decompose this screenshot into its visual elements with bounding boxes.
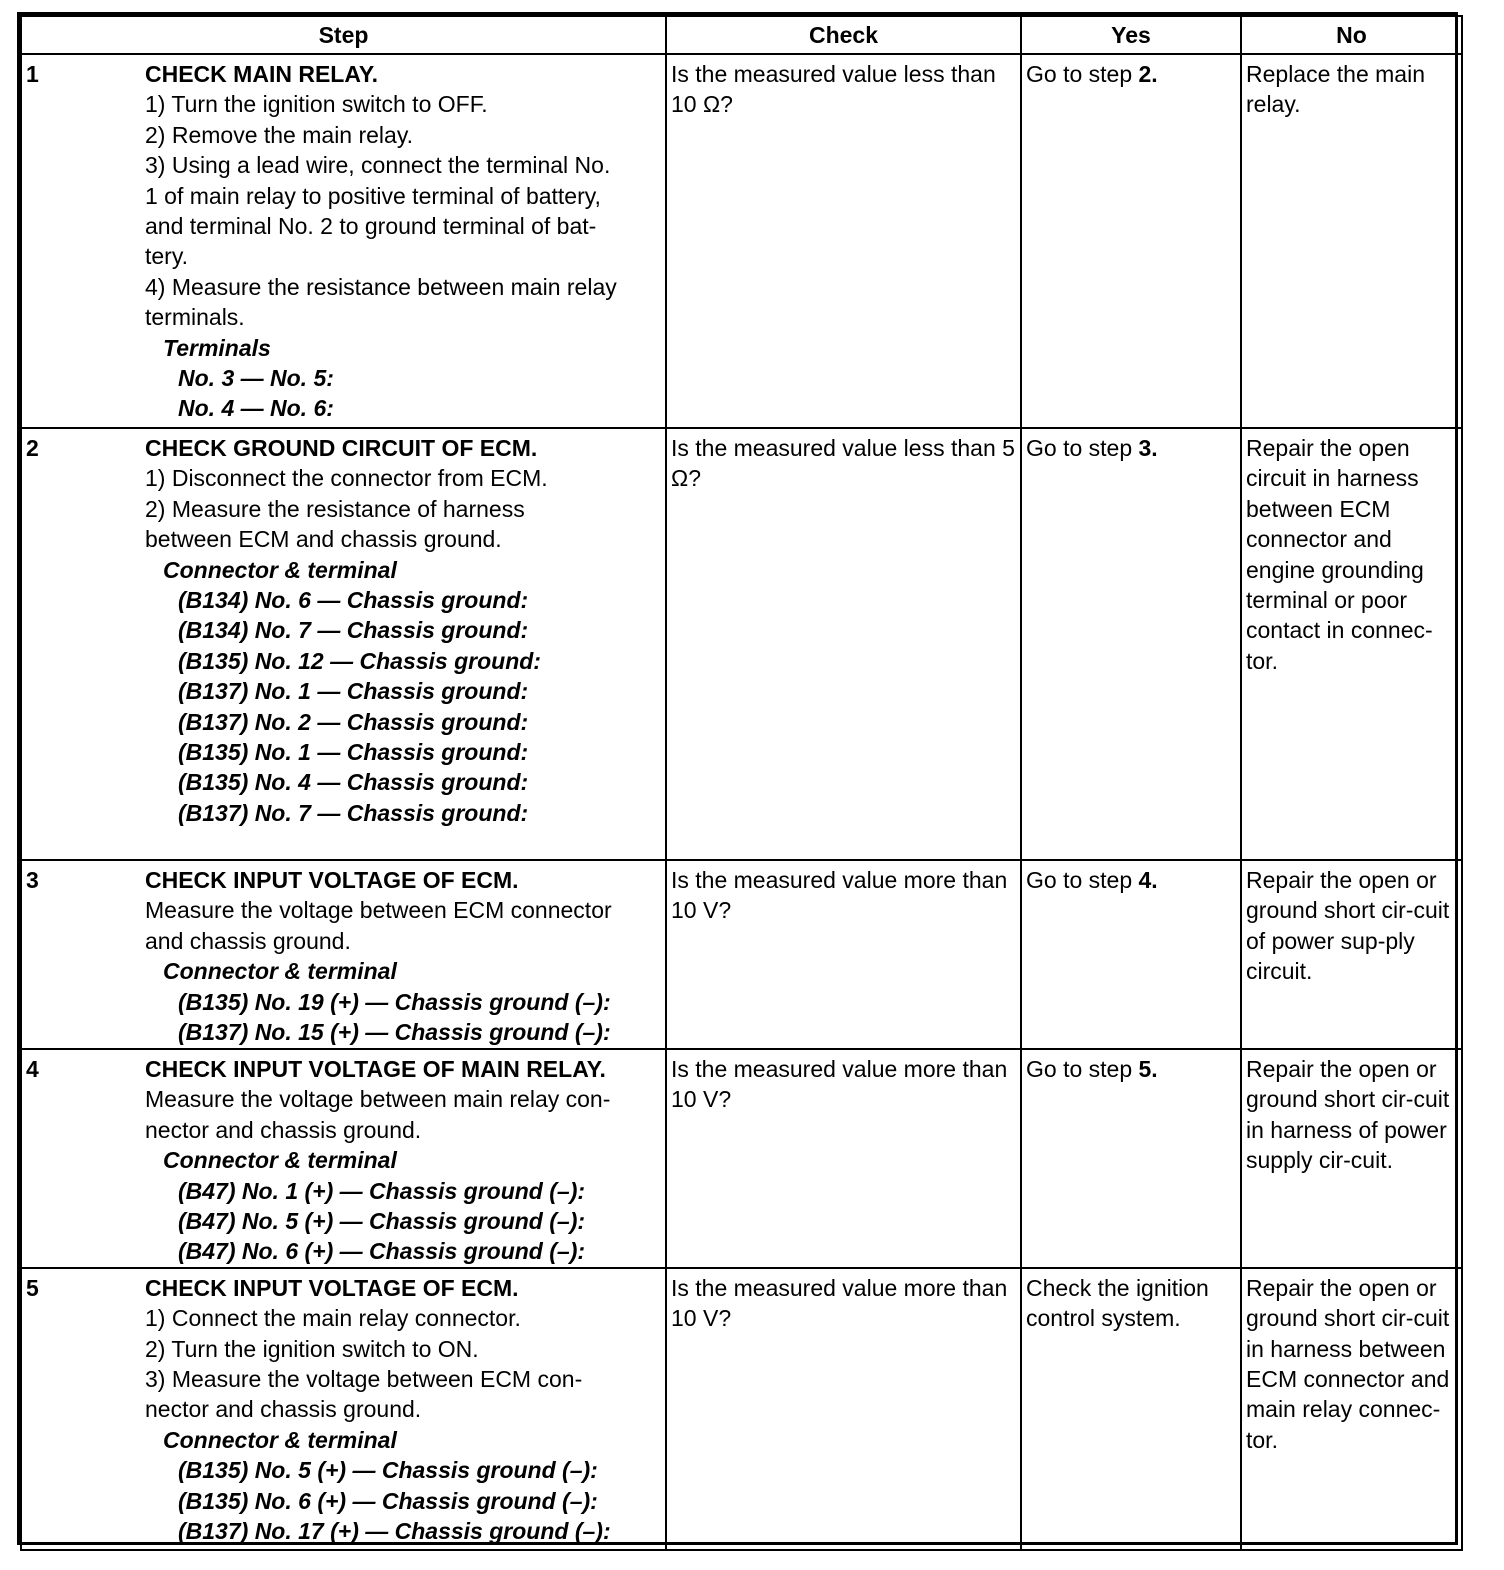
yes-cell xyxy=(1021,1268,1241,1550)
step-cell xyxy=(145,1049,666,1268)
step-number: 5 xyxy=(21,1268,145,1550)
terminal-spec: (B137) No. 7 — Chassis ground: xyxy=(178,799,529,826)
table-row xyxy=(21,54,1462,428)
step-instruction: 1) Turn the ignition switch to OFF. xyxy=(145,91,488,118)
terminal-label: Connector & terminal xyxy=(163,556,397,583)
terminal-spec: (B47) No. 6 (+) — Chassis ground (–): xyxy=(178,1238,586,1265)
check-cell xyxy=(666,1268,1021,1550)
terminal-spec: (B135) No. 6 (+) — Chassis ground (–): xyxy=(178,1487,598,1514)
terminal-spec: No. 3 — No. 5: xyxy=(178,365,334,392)
no-cell xyxy=(1241,1268,1462,1550)
step-instruction: 2) Measure the resistance of harness xyxy=(145,495,525,522)
yes-action xyxy=(1026,59,1236,89)
yes-cell xyxy=(1021,1049,1241,1268)
terminal-spec: (B135) No. 5 (+) — Chassis ground (–): xyxy=(178,1457,598,1484)
yes-prefix: Go to step xyxy=(1026,61,1139,87)
terminal-spec: (B134) No. 7 — Chassis ground: xyxy=(178,617,529,644)
yes-action: Check the ignition control system. xyxy=(1026,1274,1209,1332)
yes-action xyxy=(1026,433,1236,463)
terminal-spec: (B135) No. 12 — Chassis ground: xyxy=(178,647,541,674)
yes-cell xyxy=(1021,54,1241,428)
step-instruction: and chassis ground. xyxy=(145,927,351,954)
step-instruction: Measure the voltage between main relay con- xyxy=(145,1086,611,1113)
header-no: No xyxy=(1241,16,1462,54)
check-cell xyxy=(666,428,1021,860)
no-cell xyxy=(1241,860,1462,1049)
step-title: CHECK INPUT VOLTAGE OF ECM. xyxy=(145,1274,519,1301)
no-action: Repair the open circuit in harness between ECM connector and engine grounding terminal or poor contact in connec-tor. xyxy=(1246,435,1433,674)
table-row xyxy=(21,1049,1462,1268)
step-title: CHECK MAIN RELAY. xyxy=(145,61,379,87)
yes-cell xyxy=(1021,860,1241,1049)
step-instruction: terminals. xyxy=(145,304,245,331)
step-cell xyxy=(145,860,666,1049)
no-action: Repair the open or ground short cir-cuit in harness between ECM connector and main relay connec-tor. xyxy=(1246,1274,1450,1453)
yes-step-ref[interactable]: 3. xyxy=(1138,435,1158,461)
no-action: Replace the main relay. xyxy=(1246,61,1425,118)
terminal-label: Terminals xyxy=(163,334,271,361)
yes-action xyxy=(1026,1054,1236,1084)
check-cell xyxy=(666,860,1021,1049)
step-title: CHECK INPUT VOLTAGE OF ECM. xyxy=(145,867,519,893)
check-question: Is the measured value more than 10 V? xyxy=(671,867,1008,924)
header-step: Step xyxy=(21,16,666,54)
terminal-spec: (B135) No. 4 — Chassis ground: xyxy=(178,769,529,796)
check-question: Is the measured value less than 5 Ω? xyxy=(671,435,1015,492)
step-number: 2 xyxy=(21,428,145,860)
yes-prefix: Go to step xyxy=(1026,867,1139,893)
yes-cell xyxy=(1021,428,1241,860)
step-instruction: nector and chassis ground. xyxy=(145,1396,422,1423)
terminal-label: Connector & terminal xyxy=(163,1147,397,1174)
yes-step-ref[interactable]: 4. xyxy=(1138,867,1158,893)
terminal-spec: (B135) No. 1 — Chassis ground: xyxy=(178,739,529,766)
no-action: Repair the open or ground short cir-cuit in harness of power supply cir-cuit. xyxy=(1246,1056,1450,1174)
step-number: 1 xyxy=(21,54,145,428)
step-instruction: Measure the voltage between ECM connector xyxy=(145,897,612,924)
terminal-spec: (B47) No. 5 (+) — Chassis ground (–): xyxy=(178,1208,586,1235)
no-action: Repair the open or ground short cir-cuit of power sup-ply circuit. xyxy=(1246,867,1450,985)
step-instruction: 3) Measure the voltage between ECM con- xyxy=(145,1366,583,1393)
step-instruction: 1) Connect the main relay connector. xyxy=(145,1305,521,1332)
step-instruction: 3) Using a lead wire, connect the terminal No. xyxy=(145,152,611,179)
step-cell xyxy=(145,428,666,860)
yes-action xyxy=(1026,865,1236,895)
no-cell xyxy=(1241,54,1462,428)
terminal-spec: (B47) No. 1 (+) — Chassis ground (–): xyxy=(178,1177,586,1204)
table-body xyxy=(21,54,1462,1550)
yes-step-ref[interactable]: 2. xyxy=(1138,61,1158,87)
step-instruction: 2) Turn the ignition switch to ON. xyxy=(145,1335,479,1362)
terminal-label: Connector & terminal xyxy=(163,1426,397,1453)
step-cell xyxy=(145,54,666,428)
step-instruction: between ECM and chassis ground. xyxy=(145,526,502,553)
check-question: Is the measured value more than 10 V? xyxy=(671,1056,1008,1113)
header-row xyxy=(21,16,1462,54)
check-question: Is the measured value less than 10 Ω? xyxy=(671,61,996,118)
yes-prefix: Go to step xyxy=(1026,1056,1139,1082)
step-instruction: and terminal No. 2 to ground terminal of bat- xyxy=(145,213,597,240)
step-instruction: 2) Remove the main relay. xyxy=(145,121,414,148)
no-cell xyxy=(1241,1049,1462,1268)
terminal-spec: (B137) No. 17 (+) — Chassis ground (–): xyxy=(178,1518,611,1545)
header-check: Check xyxy=(666,16,1021,54)
diagnostic-table xyxy=(20,15,1463,1551)
no-cell xyxy=(1241,428,1462,860)
table-row xyxy=(21,860,1462,1049)
table-row xyxy=(21,1268,1462,1550)
step-instruction: 1) Disconnect the connector from ECM. xyxy=(145,465,548,492)
step-number: 3 xyxy=(21,860,145,1049)
terminal-spec: (B137) No. 1 — Chassis ground: xyxy=(178,678,529,705)
terminal-spec: (B137) No. 2 — Chassis ground: xyxy=(178,708,529,735)
check-cell xyxy=(666,1049,1021,1268)
yes-step-ref[interactable]: 5. xyxy=(1138,1056,1158,1082)
table-row xyxy=(21,428,1462,860)
terminal-spec: No. 4 — No. 6: xyxy=(178,395,334,422)
diagnostic-table-sheet xyxy=(17,12,1458,1545)
step-instruction: 1 of main relay to positive terminal of battery, xyxy=(145,182,601,209)
step-instruction: tery. xyxy=(145,243,189,270)
header-yes: Yes xyxy=(1021,16,1241,54)
check-cell xyxy=(666,54,1021,428)
terminal-spec: (B135) No. 19 (+) — Chassis ground (–): xyxy=(178,988,611,1015)
yes-prefix: Go to step xyxy=(1026,435,1139,461)
check-question: Is the measured value more than 10 V? xyxy=(671,1274,1008,1332)
step-title: CHECK GROUND CIRCUIT OF ECM. xyxy=(145,435,538,461)
step-number: 4 xyxy=(21,1049,145,1268)
terminal-label: Connector & terminal xyxy=(163,958,397,985)
step-title: CHECK INPUT VOLTAGE OF MAIN RELAY. xyxy=(145,1056,606,1082)
step-cell xyxy=(145,1268,666,1550)
step-instruction: 4) Measure the resistance between main relay xyxy=(145,273,617,300)
terminal-spec: (B134) No. 6 — Chassis ground: xyxy=(178,587,529,614)
step-instruction: nector and chassis ground. xyxy=(145,1116,422,1143)
terminal-spec: (B137) No. 15 (+) — Chassis ground (–): xyxy=(178,1019,611,1046)
